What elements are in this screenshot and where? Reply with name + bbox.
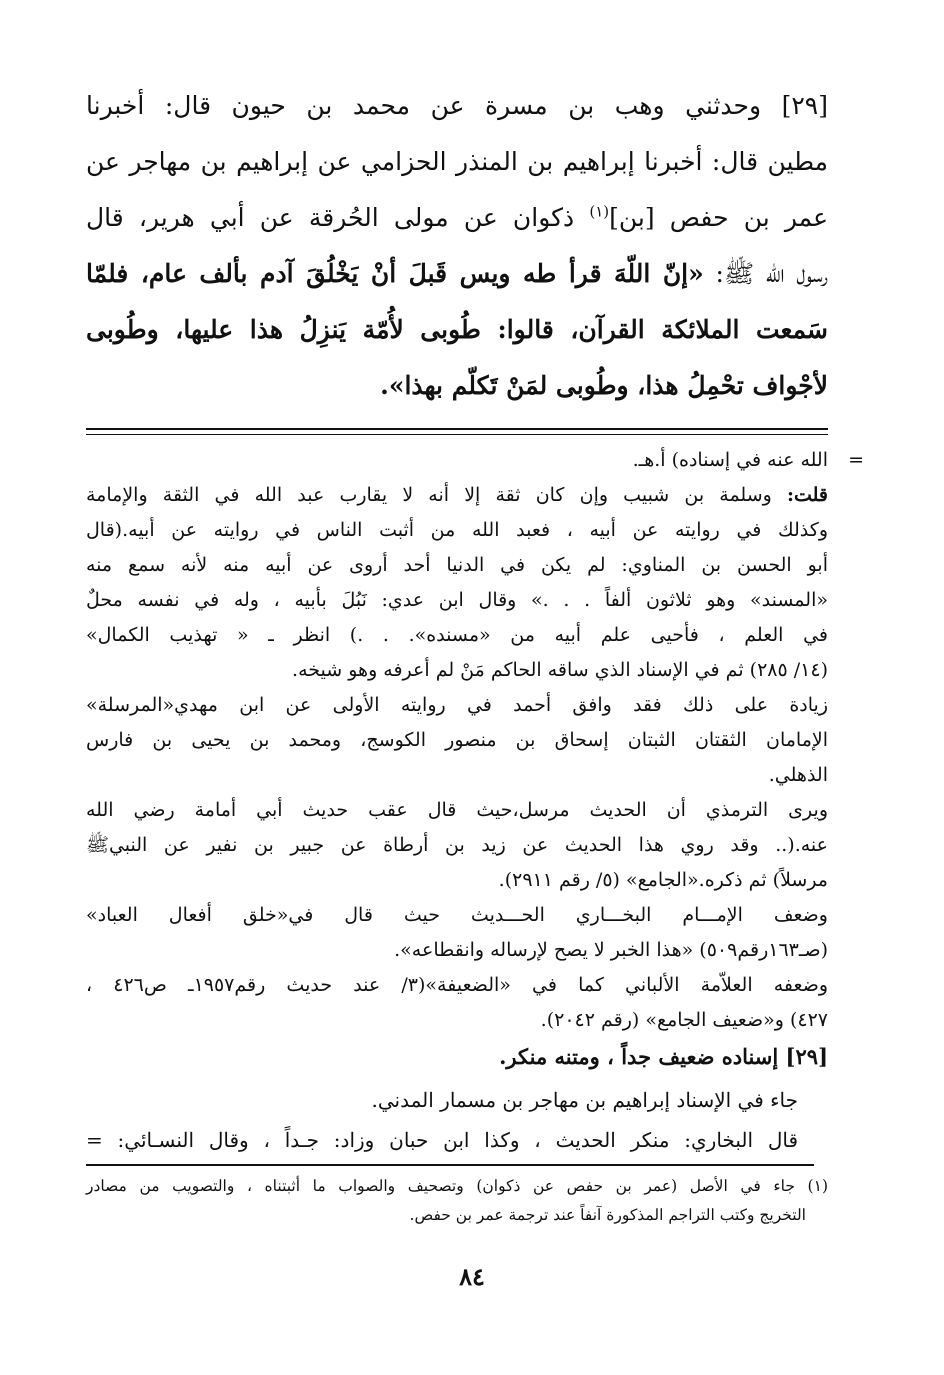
- qult-label: قلت:: [786, 484, 828, 506]
- main-divider: [86, 428, 828, 435]
- page: [86, 78, 864, 1230]
- note-line-11: ويرى الترمذي أن الحديث مرسل،حيث قال عقب حديث أبي أمامة رضي الله: [86, 799, 828, 821]
- note-line-14: وضعف الإمـــام البخـــاري الحـــديث حيث قال في«خلق أفعال العباد»: [86, 904, 828, 926]
- note-line-8: زيادة على ذلك فقد وافق أحمد في روايته الأولى عن ابن مهدي«المرسلة»: [86, 694, 828, 716]
- footnote-divider: [86, 1164, 814, 1166]
- narrator-detail: [86, 1080, 828, 1160]
- note-line-4: أبو الحسن بن المناوي: لم يكن في الدنيا أحد أروى عن أبيه منه لأنه سمع منه: [86, 554, 828, 576]
- main-line-3b: ذكوان عن مولى الحُرقة عن أبي هرير، قال: [86, 203, 590, 232]
- note-line-2-text: وسلمة بن شبيب وإن كان ثقة إلا أنه لا يقارب عبد الله في الثقة والإمامة: [86, 484, 787, 506]
- main-line-3: [86, 190, 828, 246]
- grade-heading: [٢٩] إسناده ضعيف جداً ، ومتنه منكر.: [499, 1044, 828, 1069]
- hadith-text-3: لأجْواف تحْمِلُ هذا، وطُوبى لمَنْ تَكلّم بهذا».: [380, 371, 828, 400]
- footnote: [86, 1172, 828, 1230]
- main-text: [86, 78, 828, 414]
- note-line-16: وضعفه العلاّمة الألباني كما في «الضعيفة»(٣/ عند حديث رقم١٩٥٧ـ ص٤٢٦ ،: [86, 974, 829, 996]
- page-number: ٨٤: [459, 1262, 485, 1291]
- continuation-mark: =: [848, 449, 864, 471]
- footnote-ref: (١): [589, 202, 610, 221]
- note-line-2: [86, 478, 828, 513]
- commentary: [86, 443, 864, 1160]
- note-line-7: (١٤/ ٢٨٥) ثم في الإسناد الذي ساقه الحاكم مَنْ لم أعرفه وهو شيخه.: [292, 659, 828, 681]
- main-line-1: [٢٩] وحدثني وهب بن مسرة عن محمد بن حيون قال: أخبرنا: [86, 91, 828, 120]
- detail-line-1: جاء في الإسناد إبراهيم بن مهاجر بن مسمار المدني.: [371, 1088, 798, 1112]
- note-line-5: «المسند» وهو ثلاثون ألفاً . . .» وقال ابن عدي: نَبُلَ بأبيه ، وله في نفسه محلٌ: [86, 589, 828, 611]
- note-line-12: عنه.(.. وقد روي هذا الحديث عن زيد بن أرطاة عن جبير بن نفير عن النبيﷺ: [86, 834, 828, 856]
- main-line-3a: عمر بن حفص [بن]: [609, 203, 829, 232]
- main-line-4: [86, 246, 828, 302]
- note-line-1-text: الله عنه في إسناده) أ.هـ.: [632, 449, 828, 471]
- note-line-3: وكذلك في روايته عن أبيه ، فعبد الله من أثبت الناس في روايته عن أبيه.(قال: [86, 519, 828, 541]
- detail-line-2: قال البخاري: منكر الحديث ، وكذا ابن حبان وزاد: جـداً ، وقال النسـائي: =: [86, 1128, 798, 1152]
- note-line-17: ٤٢٧) و«ضعيف الجامع» (رقم ٢٠٤٢).: [540, 1009, 828, 1031]
- main-line-2: مطين قال: أخبرنا إبراهيم بن المنذر الحزامي عن إبراهيم بن مهاجر عن: [86, 147, 828, 176]
- hadith-text-1: «إنّ اللّهَ قرأ طه ويس قَبلَ أنْ يَخْلُقَ آدم بألف عام، فلمّا: [86, 259, 704, 288]
- note-line-13: مرسلاً) ثم ذكره.«الجامع» (٥/ رقم ٢٩١١).: [498, 869, 828, 891]
- footnote-line-1: (١) جاء في الأصل (عمر بن حفص عن ذكوان) وتصحيف والصواب ما أثبتناه ، والتصويب من مصادر: [86, 1177, 828, 1195]
- footnote-line-2: التخريج وكتب التراجم المذكورة آنفاً عند ترجمة عمر بن حفص.: [409, 1206, 806, 1224]
- note-line-9: الإمامان الثقتان الثبتان إسحاق بن منصور الكوسج، ومحمد بن يحيى بن فارس: [86, 729, 828, 751]
- note-line-15: (صـ١٦٣رقم٥٠٩) «هذا الخبر لا يصح لإرساله وانقطاعه».: [394, 939, 828, 961]
- note-line-6: في العلم ، فأحيى علم أبيه من «مسنده». . .) انظر ـ « تهذيب الكمال»: [86, 624, 828, 646]
- main-line-4a: رسول الله ﷺ:: [703, 259, 828, 288]
- hadith-text-2: سَمعت الملائكة القرآن، قالوا: طُوبى لأُمّة يَنزِلُ هذا عليها، وطُوبى: [86, 315, 829, 344]
- note-line-1: [86, 443, 864, 478]
- note-line-10: الذهلي.: [768, 764, 828, 786]
